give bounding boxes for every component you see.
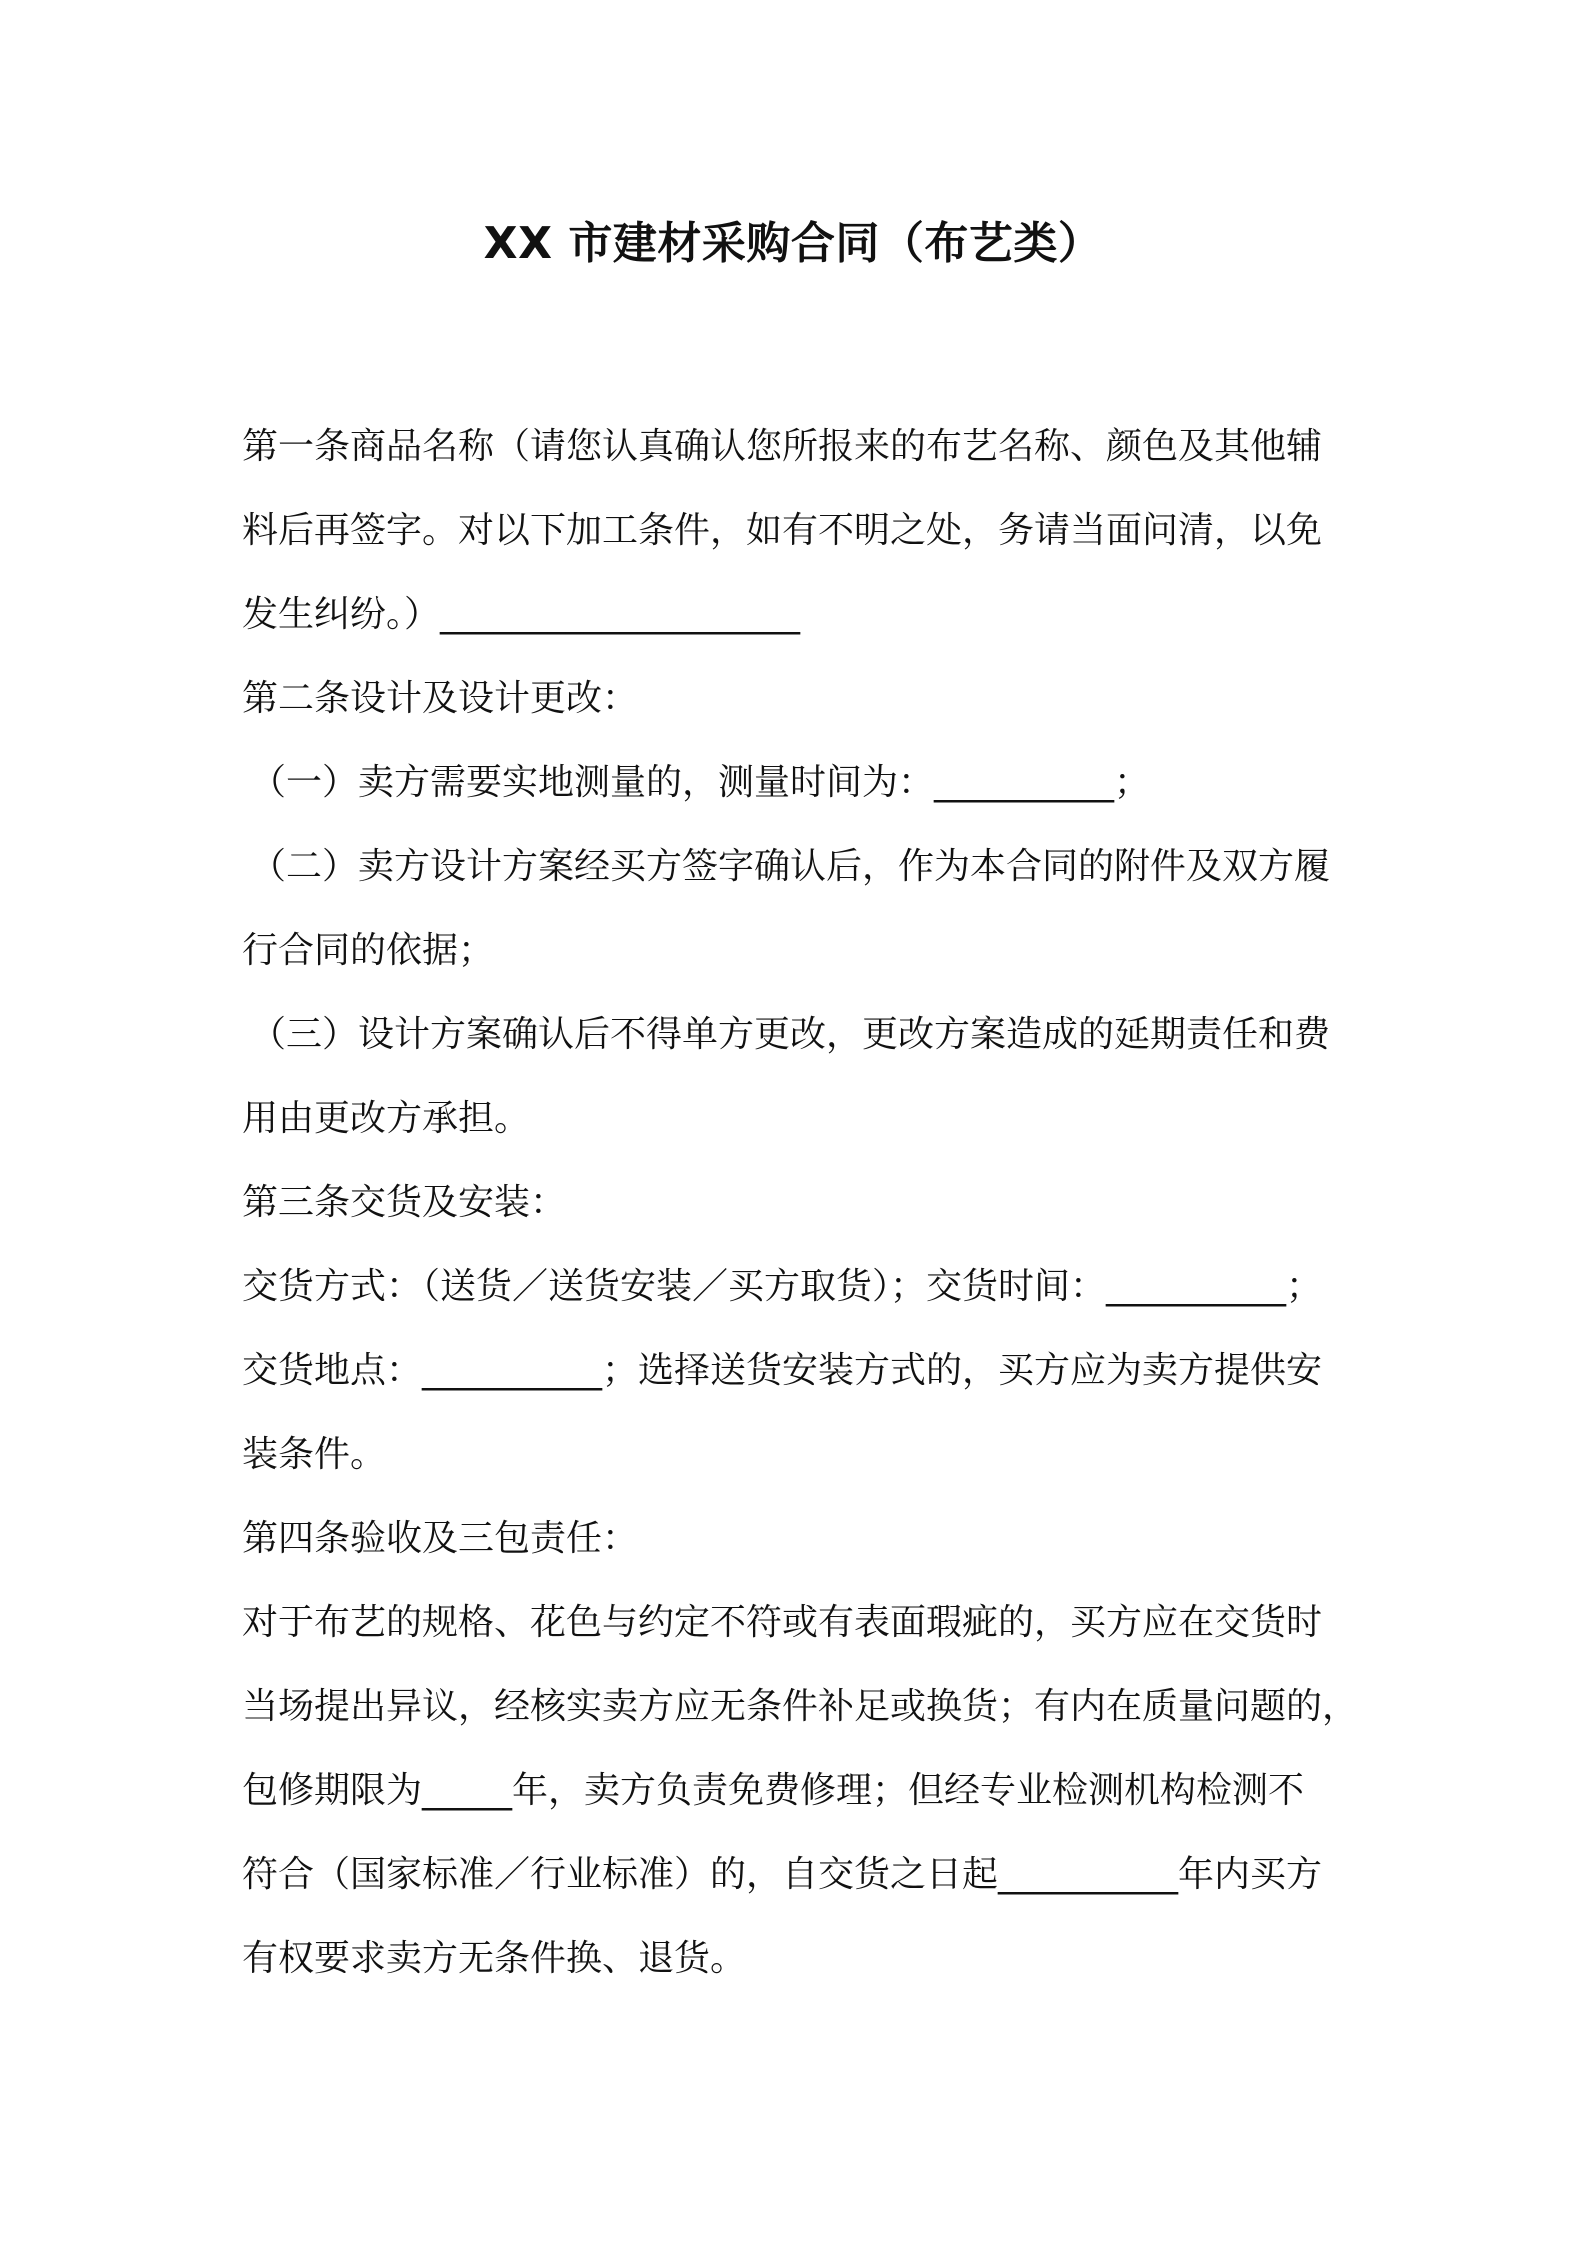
- text-line: 符合（国家标准／行业标准）的，自交货之日起__________年内买方: [242, 1854, 1323, 1895]
- clause-line: （三）设计方案确认后不得单方更改，更改方案造成的延期责任和费: [250, 1014, 1331, 1055]
- text-line: 第一条商品名称（请您认真确认您所报来的布艺名称、颜色及其他辅: [242, 426, 1323, 467]
- text-line: 料后再签字。对以下加工条件，如有不明之处，务请当面问清，以免: [242, 510, 1323, 551]
- section-heading: 第四条验收及三包责任：: [242, 1518, 639, 1559]
- text-line: 对于布艺的规格、花色与约定不符或有表面瑕疵的，买方应在交货时: [242, 1602, 1323, 1643]
- text-line: 行合同的依据；: [242, 930, 495, 971]
- text-line: 包修期限为_____年，卖方负责免费修理；但经专业检测机构检测不: [242, 1770, 1305, 1811]
- clause-line: （一）卖方需要实地测量的，测量时间为：__________；: [250, 762, 1151, 803]
- contract-body: [242, 405, 1358, 2001]
- document-title: XX 市建材采购合同（布艺类）: [483, 218, 1103, 269]
- text-line: 当场提出异议，经核实卖方应无条件补足或换货；有内在质量问题的，: [242, 1686, 1359, 1727]
- text-line: 发生纠纷。）____________________: [242, 594, 801, 635]
- text-line: 交货地点：__________；选择送货安装方式的，买方应为卖方提供安: [242, 1350, 1323, 1391]
- clause-line: （二）卖方设计方案经买方签字确认后，作为本合同的附件及双方履: [250, 846, 1331, 887]
- section-heading: 第二条设计及设计更改：: [242, 678, 639, 719]
- text-line: 用由更改方承担。: [242, 1098, 531, 1139]
- text-line: 装条件。: [242, 1434, 387, 1475]
- text-line: 交货方式：（送货／送货安装／买方取货）；交货时间：__________；: [242, 1266, 1323, 1307]
- section-heading: 第三条交货及安装：: [242, 1182, 567, 1223]
- text-line: 有权要求卖方无条件换、退货。: [242, 1938, 747, 1979]
